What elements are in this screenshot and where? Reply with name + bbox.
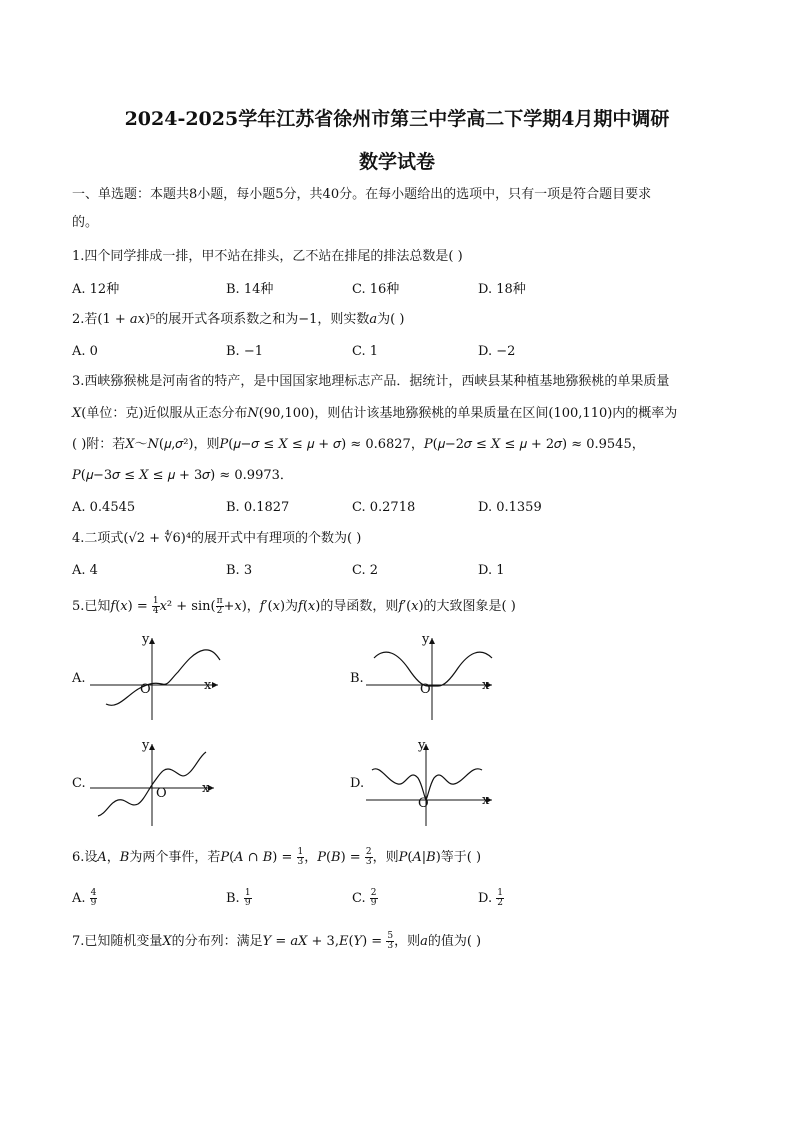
- graph-a-y-label: y: [142, 632, 150, 647]
- q6-a-num: 4: [90, 888, 97, 898]
- q6-b-num: 1: [244, 888, 251, 898]
- graph-d-y-label: y: [418, 738, 426, 753]
- graph-c-x-label: x: [202, 781, 210, 796]
- q6-option-b-frac: [244, 889, 252, 908]
- q5-stem-pre: 5.已知𝑓(𝑥) =: [72, 599, 152, 614]
- exam-title: 2024-2025学年江苏省徐州市第三中学高二下学期4月期中调研: [124, 108, 670, 130]
- q6-option-a-frac: [90, 889, 98, 908]
- graph-a-origin: O: [140, 682, 151, 697]
- q1-option-d: D. 18种: [478, 282, 526, 297]
- q1-option-b: B. 14种: [226, 282, 274, 297]
- graph-c: [88, 738, 228, 828]
- graph-a-x-label: x: [204, 678, 212, 693]
- graph-c-label: C.: [72, 776, 86, 791]
- q4-option-d: D. 1: [478, 563, 505, 578]
- graph-c-y-label: y: [142, 738, 150, 753]
- q6-option-c: [352, 889, 378, 908]
- graph-b-label: B.: [350, 671, 364, 686]
- graph-b-origin: O: [420, 682, 431, 697]
- q3-option-d: D. 0.1359: [478, 500, 542, 515]
- q5-fraction: [152, 597, 160, 616]
- q6-option-b: [226, 889, 252, 908]
- question-6-stem: [72, 848, 481, 867]
- q5-frac-den: 4: [152, 606, 159, 616]
- q6-option-d-label: D.: [478, 891, 493, 906]
- q4-option-c: C. 2: [352, 563, 379, 578]
- q7-f-num: 5: [387, 931, 394, 941]
- q6-f1-den: 3: [297, 857, 304, 867]
- q6-a-den: 9: [90, 898, 97, 908]
- q6-fraction-2: [365, 848, 373, 867]
- q4-option-a: A. 4: [72, 563, 98, 578]
- question-5-stem: [72, 597, 516, 616]
- q4-option-b: B. 3: [226, 563, 253, 578]
- q7-stem-post: ，则𝑎的值为( ): [394, 934, 482, 949]
- question-3-line-3: ( )附：若𝑋～𝑁(𝜇,𝜎²)，则𝑃(𝜇−𝜎 ≤ 𝑋 ≤ 𝜇 + 𝜎) ≈ 0.6827，𝑃(𝜇−2𝜎 ≤ 𝑋 ≤ 𝜇 + 2𝜎) ≈ 0.9545，: [72, 437, 645, 452]
- q5-stem-mid: 𝑥² + sin(: [159, 599, 216, 614]
- graph-d-x-label: x: [482, 793, 490, 808]
- q2-option-c: C. 1: [352, 344, 379, 359]
- q1-option-a: A. 12种: [72, 282, 120, 297]
- q6-stem-post: ，则𝑃(𝐴|𝐵)等于( ): [372, 850, 482, 865]
- graph-d: [364, 738, 504, 828]
- question-4-stem: 4.二项式(√2 + ∜6)⁴的展开式中有理项的个数为( ): [72, 531, 362, 546]
- q6-f2-num: 2: [365, 847, 372, 857]
- q6-c-num: 2: [370, 888, 377, 898]
- q6-c-den: 9: [370, 898, 377, 908]
- q6-stem-pre: 6.设𝐴，𝐵为两个事件，若𝑃(𝐴 ∩ 𝐵) =: [72, 850, 297, 865]
- question-2-stem: 2.若(1 + 𝑎𝑥)⁵的展开式各项系数之和为−1，则实数𝑎为( ): [72, 312, 405, 327]
- q6-option-b-label: B.: [226, 891, 240, 906]
- question-1-stem: 1.四个同学排成一排，甲不站在排头，乙不站在排尾的排法总数是( ): [72, 249, 463, 264]
- graph-d-origin: O: [418, 796, 429, 811]
- q2-option-a: A. 0: [72, 344, 98, 359]
- section-heading-cont: 的。: [72, 215, 99, 230]
- q3-option-b: B. 0.1827: [226, 500, 290, 515]
- question-7-stem: [72, 932, 481, 951]
- graph-a: [88, 632, 228, 722]
- q6-option-a-label: A.: [72, 891, 86, 906]
- q6-option-c-frac: [370, 889, 378, 908]
- q5-frac2-den: 2: [216, 606, 223, 616]
- q6-option-d-frac: [496, 889, 504, 908]
- q1-option-c: C. 16种: [352, 282, 400, 297]
- q6-d-den: 2: [497, 898, 503, 908]
- q6-option-d: [478, 889, 504, 908]
- graph-d-label: D.: [350, 776, 365, 791]
- question-3-line-2: 𝑋(单位：克)近似服从正态分布𝑁(90,100)，则估计该基地猕猴桃的单果质量在区间(100,110)内的概率为: [72, 406, 678, 421]
- question-3-line-4: 𝑃(𝜇−3𝜎 ≤ 𝑋 ≤ 𝜇 + 3𝜎) ≈ 0.9973．: [72, 468, 293, 483]
- q5-frac-num: 1: [152, 596, 159, 606]
- graph-c-origin: O: [156, 786, 167, 801]
- q6-stem-mid: ，𝑃(𝐵) =: [304, 850, 365, 865]
- graph-a-label: A.: [72, 671, 86, 686]
- exam-subtitle: 数学试卷: [358, 151, 435, 173]
- graph-b-x-label: x: [482, 678, 490, 693]
- q3-option-a: A. 0.4545: [72, 500, 136, 515]
- question-3-line-1: 3.西峡猕猴桃是河南省的特产，是中国国家地理标志产品．据统计，西峡县某种植基地猕猴桃的单果质量: [72, 374, 670, 389]
- q6-d-num: 1: [497, 888, 503, 898]
- q6-f1-num: 1: [297, 847, 304, 857]
- q5-stem-post: +𝑥)，𝑓′(𝑥)为𝑓(𝑥)的导函数，则𝑓′(𝑥)的大致图象是( ): [223, 599, 516, 614]
- q7-stem-pre: 7.已知随机变量𝑋的分布列：满足𝑌 = 𝑎𝑋 + 3,𝐸(𝑌) =: [72, 934, 387, 949]
- q7-fraction: [386, 932, 394, 951]
- q6-f2-den: 3: [365, 857, 372, 867]
- q7-f-den: 3: [387, 941, 394, 951]
- q5-fraction-2: [216, 597, 224, 616]
- q6-option-c-label: C.: [352, 891, 366, 906]
- q5-frac2-num: π: [216, 596, 223, 606]
- graph-b: [364, 632, 504, 722]
- q2-option-d: D. −2: [478, 344, 516, 359]
- q2-option-b: B. −1: [226, 344, 263, 359]
- q3-option-c: C. 0.2718: [352, 500, 416, 515]
- section-heading: 一、单选题：本题共8小题，每小题5分，共40分。在每小题给出的选项中，只有一项是符合题目要求: [72, 187, 652, 202]
- q6-option-a: [72, 889, 97, 908]
- graph-b-y-label: y: [422, 632, 430, 647]
- q6-b-den: 9: [244, 898, 251, 908]
